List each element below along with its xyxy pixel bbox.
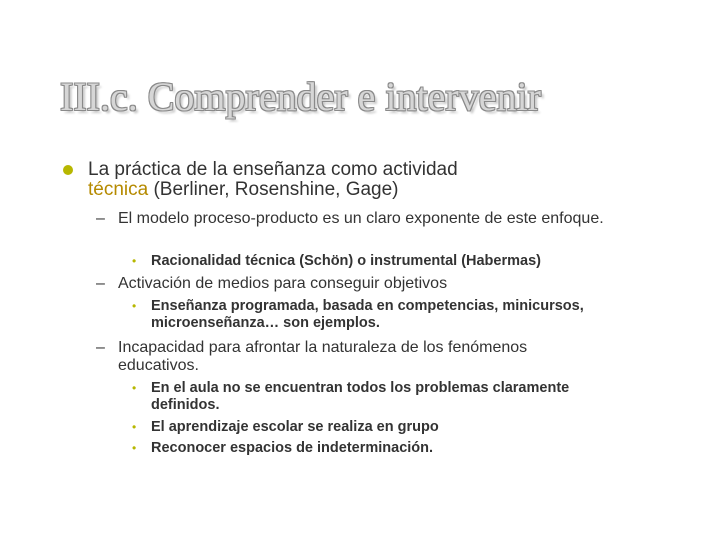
slide-title: III.c. Comprender e intervenir <box>60 74 541 119</box>
dot-marker-1-1: • <box>132 254 137 268</box>
sub-item-1: El modelo proceso-producto es un claro exponente de este enfoque. <box>118 210 604 227</box>
main-bullet-text-before: La práctica de la enseñanza como actividad <box>88 159 458 180</box>
sub-item-2: Activación de medios para conseguir objetivos <box>118 275 448 292</box>
dash-marker-2: – <box>96 275 105 292</box>
dash-marker-3: – <box>96 339 105 356</box>
dot-marker-2-1: • <box>132 299 137 313</box>
sub-item-3-point-2: El aprendizaje escolar se realiza en grupo <box>151 419 439 435</box>
bullet-dot-icon <box>63 165 73 175</box>
main-bullet-text-after: (Berliner, Rosenshine, Gage) <box>148 179 399 200</box>
main-bullet-text <box>88 160 668 200</box>
dot-marker-3-1: • <box>132 381 137 395</box>
dot-marker-3-2: • <box>132 420 137 434</box>
sub-item-2-point-1: Enseñanza programada, basada en competencias, minicursos, microenseñanza… son ejemplos. <box>151 298 584 331</box>
sub-item-3-point-3: Reconocer espacios de indeterminación. <box>151 440 434 456</box>
sub-item-1-point-1: Racionalidad técnica (Schön) o instrumental (Habermas) <box>151 253 541 269</box>
sub-item-3-point-1: En el aula no se encuentran todos los problemas claramente definidos. <box>151 380 570 413</box>
dot-marker-3-3: • <box>132 441 137 455</box>
dash-marker-1: – <box>96 210 105 227</box>
sub-item-3: Incapacidad para afrontar la naturaleza de los fenómenos educativos. <box>118 339 528 374</box>
main-bullet-highlight: técnica <box>88 179 149 200</box>
